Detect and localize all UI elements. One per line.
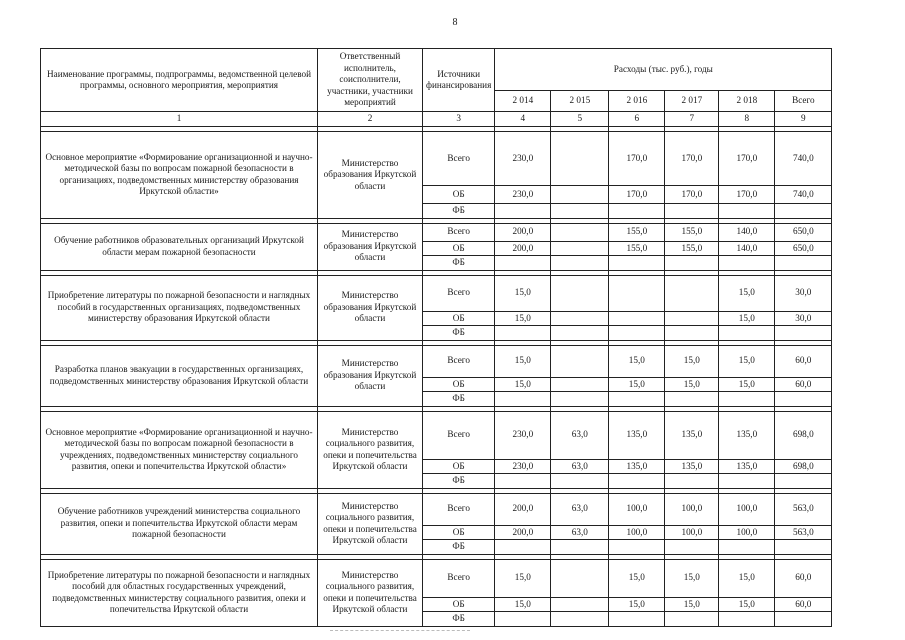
total-value: 650,0 <box>775 223 832 241</box>
total-value: 563,0 <box>775 525 832 540</box>
header-year: 2 016 <box>609 91 665 112</box>
funding-source: ОБ <box>423 241 495 256</box>
year-value <box>719 326 775 341</box>
year-value <box>551 256 609 271</box>
funding-source: Всего <box>423 493 495 525</box>
column-number: 3 <box>423 112 495 127</box>
year-value <box>665 311 719 326</box>
year-value: 155,0 <box>665 241 719 256</box>
year-value: 140,0 <box>719 241 775 256</box>
total-value: 30,0 <box>775 275 832 311</box>
year-value: 63,0 <box>551 525 609 540</box>
table-row <box>41 223 832 241</box>
funding-source: ФБ <box>423 256 495 271</box>
year-value <box>609 204 665 219</box>
year-value <box>551 275 609 311</box>
total-value: 563,0 <box>775 493 832 525</box>
total-value <box>775 612 832 627</box>
year-value: 170,0 <box>665 186 719 204</box>
year-value <box>609 326 665 341</box>
year-value <box>551 311 609 326</box>
executor: Министерство социального развития, опеки и попечительства Иркутской области <box>318 411 423 488</box>
executor: Министерство социального развития, опеки и попечительства Иркутской области <box>318 559 423 626</box>
year-value: 15,0 <box>665 377 719 392</box>
year-value: 100,0 <box>665 493 719 525</box>
total-value: 698,0 <box>775 411 832 459</box>
year-value: 100,0 <box>719 525 775 540</box>
year-value: 135,0 <box>609 411 665 459</box>
header-year: 2 015 <box>551 91 609 112</box>
year-value <box>665 275 719 311</box>
year-value: 200,0 <box>495 493 551 525</box>
year-value: 15,0 <box>665 559 719 597</box>
year-value: 15,0 <box>495 345 551 377</box>
year-value <box>719 256 775 271</box>
year-value <box>551 186 609 204</box>
header-executor-column: Ответственный исполнитель, соисполнители, участники, участники мероприятий <box>318 49 423 112</box>
year-value <box>551 345 609 377</box>
column-number: 8 <box>719 112 775 127</box>
total-value <box>775 204 832 219</box>
year-value <box>665 256 719 271</box>
year-value <box>495 474 551 489</box>
total-value: 60,0 <box>775 559 832 597</box>
total-value <box>775 540 832 555</box>
year-value <box>665 474 719 489</box>
year-value: 170,0 <box>719 132 775 186</box>
year-value <box>665 204 719 219</box>
funding-source: ФБ <box>423 540 495 555</box>
total-value: 740,0 <box>775 132 832 186</box>
measure-name: Основное мероприятие «Формирование организационной и научно-методической базы по вопросам пожарной безопасности в организациях, подведомственных министерству образования Иркутской области» <box>41 132 318 219</box>
year-value <box>495 256 551 271</box>
year-value: 155,0 <box>609 241 665 256</box>
year-value <box>609 474 665 489</box>
year-value <box>495 326 551 341</box>
year-value <box>665 392 719 407</box>
year-value: 15,0 <box>609 377 665 392</box>
year-value: 15,0 <box>719 311 775 326</box>
column-number: 9 <box>775 112 832 127</box>
total-value: 60,0 <box>775 345 832 377</box>
year-value <box>665 612 719 627</box>
year-value: 100,0 <box>609 493 665 525</box>
funding-source: Всего <box>423 223 495 241</box>
header-year: 2 014 <box>495 91 551 112</box>
year-value: 230,0 <box>495 411 551 459</box>
year-value: 15,0 <box>665 345 719 377</box>
table-body <box>41 127 832 627</box>
year-value: 170,0 <box>609 132 665 186</box>
year-value <box>609 275 665 311</box>
measure-name: Основное мероприятие «Формирование организационной и научно-методической базы по вопросам пожарной безопасности в учреждениях, подведомственных министерству социального развития, опеки и попечительства Иркутской области» <box>41 411 318 488</box>
funding-source: ФБ <box>423 204 495 219</box>
funding-source: ОБ <box>423 186 495 204</box>
total-value: 30,0 <box>775 311 832 326</box>
executor: Министерство образования Иркутской области <box>318 345 423 406</box>
funding-source: ФБ <box>423 392 495 407</box>
header-year: 2 018 <box>719 91 775 112</box>
year-value: 15,0 <box>609 597 665 612</box>
year-value <box>551 241 609 256</box>
header-source-column: Источники финансирования <box>423 49 495 112</box>
year-value <box>551 474 609 489</box>
funding-source: Всего <box>423 345 495 377</box>
funding-source: ФБ <box>423 612 495 627</box>
year-value <box>495 540 551 555</box>
year-value: 15,0 <box>719 345 775 377</box>
scan-artifact <box>330 630 470 633</box>
executor: Министерство образования Иркутской области <box>318 132 423 219</box>
year-value: 63,0 <box>551 493 609 525</box>
year-value: 63,0 <box>551 459 609 474</box>
year-value <box>719 392 775 407</box>
table-row <box>41 275 832 311</box>
funding-source: Всего <box>423 559 495 597</box>
executor: Министерство социального развития, опеки и попечительства Иркутской области <box>318 493 423 554</box>
funding-source: ОБ <box>423 459 495 474</box>
year-value: 170,0 <box>665 132 719 186</box>
year-value: 230,0 <box>495 186 551 204</box>
year-value: 155,0 <box>609 223 665 241</box>
table-row <box>41 559 832 597</box>
year-value: 135,0 <box>719 459 775 474</box>
year-value: 200,0 <box>495 223 551 241</box>
year-value <box>609 612 665 627</box>
year-value: 170,0 <box>609 186 665 204</box>
year-value: 135,0 <box>719 411 775 459</box>
year-value <box>719 540 775 555</box>
measure-name: Приобретение литературы по пожарной безопасности и наглядных пособий для областных государственных учреждений, подведомственных министерству социального развития, опеки и попечительства Иркутской области <box>41 559 318 626</box>
total-value: 698,0 <box>775 459 832 474</box>
year-value: 15,0 <box>609 345 665 377</box>
year-value: 200,0 <box>495 241 551 256</box>
year-value <box>551 559 609 597</box>
funding-source: Всего <box>423 411 495 459</box>
year-value <box>551 204 609 219</box>
year-value: 135,0 <box>665 411 719 459</box>
total-value <box>775 392 832 407</box>
year-value: 15,0 <box>719 597 775 612</box>
year-value <box>719 204 775 219</box>
page-number: 8 <box>452 17 458 28</box>
year-value: 230,0 <box>495 132 551 186</box>
year-value <box>719 612 775 627</box>
funding-source: ФБ <box>423 474 495 489</box>
year-value: 100,0 <box>609 525 665 540</box>
year-value: 15,0 <box>719 559 775 597</box>
total-value: 740,0 <box>775 186 832 204</box>
year-value <box>495 612 551 627</box>
year-value: 15,0 <box>609 559 665 597</box>
table-row <box>41 411 832 459</box>
year-value: 200,0 <box>495 525 551 540</box>
column-number: 2 <box>318 112 423 127</box>
table-row <box>41 493 832 525</box>
year-value: 15,0 <box>495 311 551 326</box>
column-number: 7 <box>665 112 719 127</box>
year-value: 15,0 <box>495 597 551 612</box>
total-value: 650,0 <box>775 241 832 256</box>
header-total: Всего <box>775 91 832 112</box>
measure-name: Обучение работников образовательных организаций Иркутской области мерам пожарной безопасности <box>41 223 318 270</box>
total-value <box>775 256 832 271</box>
measure-name: Обучение работников учреждений министерства социального развития, опеки и попечительства Иркутской области мерам пожарной безопасности <box>41 493 318 554</box>
total-value: 60,0 <box>775 377 832 392</box>
year-value: 230,0 <box>495 459 551 474</box>
year-value <box>609 256 665 271</box>
year-value: 100,0 <box>719 493 775 525</box>
header-name-column: Наименование программы, подпрограммы, ведомственной целевой программы, основного мероприятия, мероприятия <box>41 49 318 112</box>
year-value: 63,0 <box>551 411 609 459</box>
year-value <box>495 392 551 407</box>
year-value <box>719 474 775 489</box>
year-value <box>665 540 719 555</box>
year-value: 15,0 <box>495 559 551 597</box>
funding-source: ОБ <box>423 311 495 326</box>
table-row <box>41 345 832 377</box>
year-value: 135,0 <box>665 459 719 474</box>
column-number: 5 <box>551 112 609 127</box>
year-value <box>609 540 665 555</box>
year-value: 155,0 <box>665 223 719 241</box>
year-value <box>551 597 609 612</box>
year-value: 170,0 <box>719 186 775 204</box>
year-value <box>551 540 609 555</box>
year-value: 15,0 <box>719 275 775 311</box>
funding-source: ОБ <box>423 525 495 540</box>
year-value <box>551 377 609 392</box>
total-value <box>775 326 832 341</box>
funding-source: ОБ <box>423 597 495 612</box>
table-row <box>41 132 832 186</box>
executor: Министерство образования Иркутской области <box>318 223 423 270</box>
year-value <box>495 204 551 219</box>
year-value <box>551 612 609 627</box>
year-value <box>609 392 665 407</box>
year-value: 135,0 <box>609 459 665 474</box>
year-value <box>551 326 609 341</box>
year-value: 15,0 <box>719 377 775 392</box>
funding-source: Всего <box>423 275 495 311</box>
year-value <box>665 326 719 341</box>
header-expenses: Расходы (тыс. руб.), годы <box>495 49 832 91</box>
measure-name: Приобретение литературы по пожарной безопасности и наглядных пособий в государственных организациях, подведомственных министерству образования Иркутской области <box>41 275 318 340</box>
column-number: 1 <box>41 112 318 127</box>
funding-source: Всего <box>423 132 495 186</box>
column-number: 4 <box>495 112 551 127</box>
total-value <box>775 474 832 489</box>
year-value: 15,0 <box>495 377 551 392</box>
expenses-table <box>40 48 832 627</box>
year-value: 15,0 <box>495 275 551 311</box>
column-number: 6 <box>609 112 665 127</box>
year-value <box>551 132 609 186</box>
funding-source: ОБ <box>423 377 495 392</box>
funding-source: ФБ <box>423 326 495 341</box>
year-value <box>551 392 609 407</box>
year-value: 15,0 <box>665 597 719 612</box>
measure-name: Разработка планов эвакуации в государственных организациях, подведомственных министерству образования Иркутской области <box>41 345 318 406</box>
total-value: 60,0 <box>775 597 832 612</box>
year-value: 140,0 <box>719 223 775 241</box>
header-year: 2 017 <box>665 91 719 112</box>
year-value: 100,0 <box>665 525 719 540</box>
year-value <box>609 311 665 326</box>
year-value <box>551 223 609 241</box>
executor: Министерство образования Иркутской области <box>318 275 423 340</box>
